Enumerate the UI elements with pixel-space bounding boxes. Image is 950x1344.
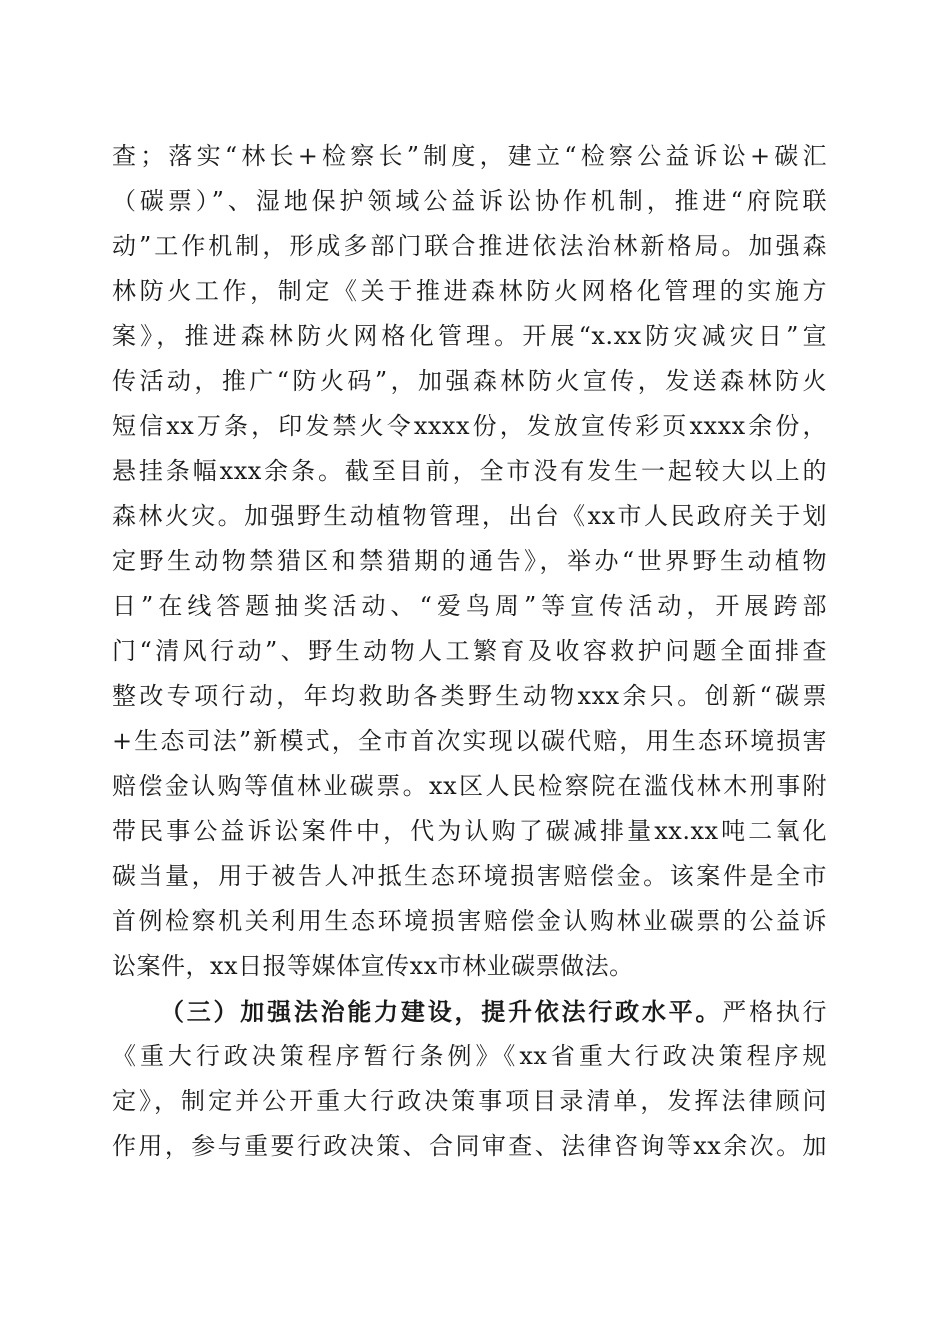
paragraph-line: 短信xx万条，印发禁火令xxxx份，发放宣传彩页xxxx余份， bbox=[112, 412, 827, 440]
paragraph-line: 作用，参与重要行政决策、合同审查、法律咨询等xx余次。加 bbox=[112, 1132, 827, 1160]
paragraph-line: 定野生动物禁猎区和禁猎期的通告》，举办“世界野生动植物 bbox=[112, 547, 827, 575]
paragraph-line: 带民事公益诉讼案件中，代为认购了碳减排量xx.xx吨二氧化 bbox=[112, 817, 827, 845]
paragraph-line: （碳票）”、湿地保护领域公益诉讼协作机制，推进“府院联 bbox=[112, 187, 827, 215]
section-heading: （三）加强法治能力建设，提升依法行政水平。 bbox=[160, 997, 723, 1026]
paragraph-line: 森林火灾。加强野生动植物管理，出台《xx市人民政府关于划 bbox=[112, 502, 827, 530]
paragraph-line: 查；落实“林长+检察长”制度，建立“检察公益诉讼+碳汇 bbox=[112, 142, 827, 170]
paragraph-line: 悬挂条幅xxx余条。截至目前，全市没有发生一起较大以上的 bbox=[112, 457, 827, 485]
section-heading-line bbox=[112, 989, 827, 1034]
paragraph-line: 林防火工作，制定《关于推进森林防火网格化管理的实施方 bbox=[112, 277, 827, 305]
paragraph-line: 定》，制定并公开重大行政决策事项目录清单，发挥法律顾问 bbox=[112, 1087, 827, 1115]
paragraph-line: 案》，推进森林防火网格化管理。开展“x.xx防灾减灾日”宣 bbox=[112, 322, 827, 350]
paragraph-line: 讼案件，xx日报等媒体宣传xx市林业碳票做法。 bbox=[112, 952, 634, 980]
paragraph-line: 动”工作机制，形成多部门联合推进依法治林新格局。加强森 bbox=[112, 232, 827, 260]
paragraph-line: 传活动，推广“防火码”，加强森林防火宣传，发送森林防火 bbox=[112, 367, 827, 395]
paragraph-2 bbox=[112, 989, 827, 1169]
paragraph-line: 《重大行政决策程序暂行条例》《xx省重大行政决策程序规 bbox=[112, 1042, 827, 1070]
paragraph-line: 碳当量，用于被告人冲抵生态环境损害赔偿金。该案件是全市 bbox=[112, 862, 827, 890]
paragraph-line: 首例检察机关利用生态环境损害赔偿金认购林业碳票的公益诉 bbox=[112, 907, 827, 935]
paragraph-line: 赔偿金认购等值林业碳票。xx区人民检察院在滥伐林木刑事附 bbox=[112, 772, 827, 800]
paragraph-line: 门“清风行动”、野生动物人工繁育及收容救护问题全面排查 bbox=[112, 637, 827, 665]
paragraph-line: 日”在线答题抽奖活动、“爱鸟周”等宣传活动，开展跨部 bbox=[112, 592, 827, 620]
heading-line-rest: 严格执行 bbox=[722, 998, 827, 1026]
paragraph-1 bbox=[112, 134, 827, 989]
paragraph-line: +生态司法”新模式，全市首次实现以碳代赔，用生态环境损害 bbox=[112, 727, 827, 755]
paragraph-line: 整改专项行动，年均救助各类野生动物xxx余只。创新“碳票 bbox=[112, 682, 827, 710]
document-body bbox=[112, 134, 827, 1169]
